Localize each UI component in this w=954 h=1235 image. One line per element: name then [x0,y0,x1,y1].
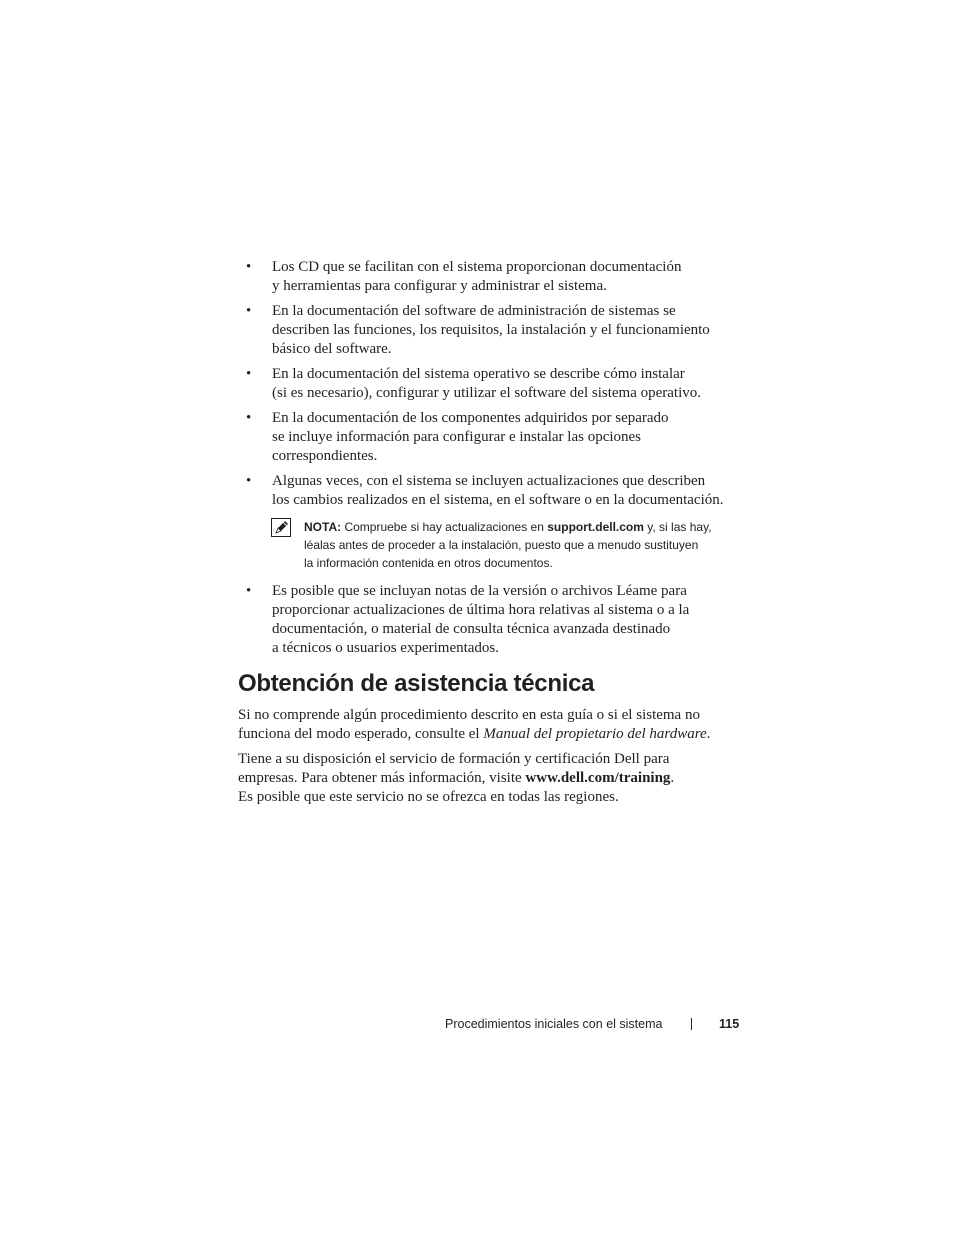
bullet-text-line: a técnicos o usuarios experimentados. [272,640,500,656]
paragraph-text: . [670,770,675,786]
note-text: y, si las hay, [647,520,712,534]
bullet-text-line: En la documentación del sistema operativo se describe cómo instalar [272,366,685,382]
paragraph-training [238,750,758,807]
training-link[interactable]: www.dell.com/training [525,770,671,786]
bullet-text-line: los cambios realizados en el sistema, en el software o en la documentación. [272,492,724,508]
paragraph-line: Es posible que este servicio no se ofrezca en todas las regiones. [238,789,619,805]
bullet-text-line: proporcionar actualizaciones de última hora relativas al sistema o a la [272,602,690,618]
bullet-item-updates [240,472,760,510]
paragraph-text: . [706,726,711,742]
paragraph-line: Tiene a su disposición el servicio de formación y certificación Dell para [238,751,670,767]
bullet-item-cds [240,258,760,296]
bullet-item-operating-system [240,365,760,403]
bullet-marker: • [246,583,252,599]
bullet-item-components [240,409,760,466]
bullet-item-systems-management [240,302,760,359]
bullet-text-line: (si es necesario), configurar y utilizar el software del sistema operativo. [272,385,702,401]
bullet-text-line: En la documentación de los componentes adquiridos por separado [272,410,669,426]
note-line [304,518,760,536]
note-line: la información contenida en otros documentos. [304,556,553,570]
bullet-text-line: describen las funciones, los requisitos, la instalación y el funcionamiento [272,322,710,338]
paragraph-line [238,769,758,788]
bullet-marker: • [246,473,252,489]
page-number: 115 [719,1017,740,1031]
note-text: Compruebe si hay actualizaciones en [344,520,544,534]
paragraph-text: empresas. Para obtener más información, visite [238,770,522,786]
bullet-text-line: Algunas veces, con el sistema se incluyen actualizaciones que describen [272,473,706,489]
note-label: NOTA: [304,520,342,534]
paragraph-text: funciona del modo esperado, consulte el [238,726,480,742]
bullet-text-line: correspondientes. [272,448,378,464]
bullet-text-line: Los CD que se facilitan con el sistema proporcionan documentación [272,259,682,275]
note-block [240,518,760,572]
note-line: léalas antes de proceder a la instalación, puesto que a menudo sustituyen [304,538,699,552]
bullet-item-readme [240,582,760,658]
support-link[interactable]: support.dell.com [547,520,644,534]
paragraph-help [238,706,758,744]
note-pencil-icon [271,518,291,537]
bullet-text-line: se incluye información para configurar e instalar las opciones [272,429,642,445]
bullet-marker: • [246,366,252,382]
section-heading: Obtención de asistencia técnica [238,670,595,697]
footer-divider [691,1018,692,1030]
manual-title: Manual del propietario del hardware [483,726,707,742]
bullet-marker: • [246,410,252,426]
footer-title: Procedimientos iniciales con el sistema [445,1017,663,1031]
bullet-text-line: documentación, o material de consulta técnica avanzada destinado [272,621,671,637]
bullet-text-line: En la documentación del software de administración de sistemas se [272,303,676,319]
bullet-text-line: y herramientas para configurar y administrar el sistema. [272,278,607,294]
bullet-marker: • [246,259,252,275]
bullet-text-line: básico del software. [272,341,392,357]
paragraph-line [238,725,758,744]
paragraph-line: Si no comprende algún procedimiento descrito en esta guía o si el sistema no [238,707,700,723]
bullet-text-line: Es posible que se incluyan notas de la versión o archivos Léame para [272,583,687,599]
documentation-bullet-list [240,258,760,664]
bullet-marker: • [246,303,252,319]
